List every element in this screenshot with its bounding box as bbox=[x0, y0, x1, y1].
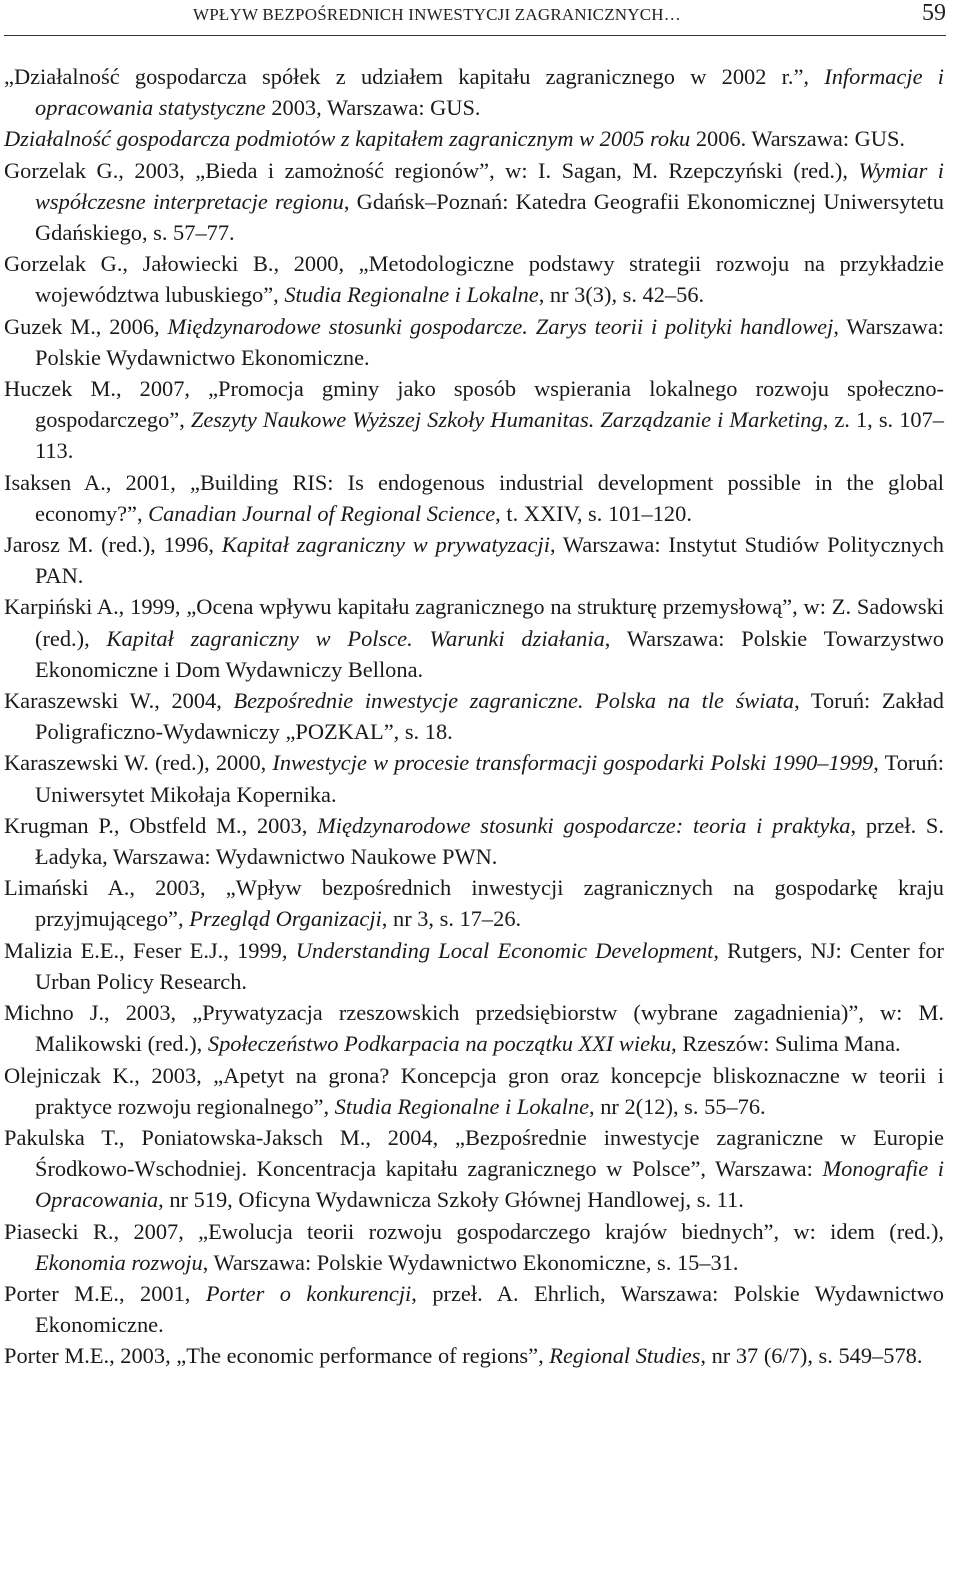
reference-text: Olejniczak K., 2003, „Apetyt na grona? Koncepcja gron oraz koncepcje bliskoznaczne w teorii i praktyce rozwoju regionalnego”, bbox=[4, 1062, 944, 1119]
reference-title: Monografie i Opracowania bbox=[35, 1156, 944, 1213]
reference-entry bbox=[4, 1060, 944, 1122]
reference-text: , z. 1, s. 107–113. bbox=[35, 407, 944, 464]
reference-title: Działalność gospodarcza podmiotów z kapitałem zagranicznym w 2005 roku bbox=[4, 126, 691, 152]
reference-title: Wymiar i współczesne interpretacje regionu bbox=[35, 157, 944, 214]
reference-entry bbox=[4, 155, 944, 249]
bibliography-list bbox=[4, 61, 944, 1372]
reference-title: Zeszyty Naukowe Wyższej Szkoły Humanitas. Zarządzanie i Marketing bbox=[190, 407, 823, 433]
reference-title: Informacje i opracowania statystyczne bbox=[35, 64, 945, 121]
reference-text: , nr 3, s. 17–26. bbox=[381, 906, 522, 932]
reference-text: Limański A., 2003, „Wpływ bezpośrednich inwestycji zagranicznych na gospodarkę kraju przyjmującego”, bbox=[4, 875, 944, 932]
reference-text: Michno J., 2003, „Prywatyzacja rzeszowskich przedsiębiorstw (wybrane zagadnienia)”, w: M. Malikowski (red.), bbox=[4, 1000, 944, 1057]
reference-title: Przegląd Organizacji bbox=[189, 906, 382, 932]
reference-text: Gorzelak G., 2003, „Bieda i zamożność regionów”, w: I. Sagan, M. Rzepczyński (red.), bbox=[4, 157, 859, 183]
reference-text: , nr 3(3), s. 42–56. bbox=[538, 282, 705, 308]
reference-title: Regional Studies bbox=[549, 1343, 701, 1369]
reference-title: Społeczeństwo Podkarpacia na początku XXI wieku bbox=[207, 1031, 672, 1057]
reference-entry bbox=[4, 747, 944, 809]
reference-entry bbox=[4, 61, 944, 123]
reference-entry bbox=[4, 997, 944, 1059]
reference-title: Studia Regionalne i Lokalne bbox=[334, 1093, 590, 1119]
header-rule bbox=[4, 35, 946, 36]
reference-text: Malizia E.E., Feser E.J., 1999, bbox=[4, 937, 296, 963]
reference-text: , Warszawa: Instytut Studiów Politycznych PAN. bbox=[35, 532, 944, 589]
reference-entry bbox=[4, 872, 944, 934]
reference-text: , nr 2(12), s. 55–76. bbox=[589, 1093, 766, 1119]
reference-text: , Toruń: Uniwersytet Mikołaja Kopernika. bbox=[35, 750, 944, 807]
reference-text: , Warszawa: Polskie Towarzystwo Ekonomiczne i Dom Wydawniczy Bellona. bbox=[35, 625, 944, 682]
reference-text: Guzek M., 2006, bbox=[4, 313, 168, 339]
reference-entry bbox=[4, 1340, 944, 1371]
page-header bbox=[0, 0, 960, 36]
reference-entry bbox=[4, 810, 944, 872]
reference-text: , Toruń: Zakład Poligraficzno-Wydawniczy „POZKAL”, s. 18. bbox=[35, 688, 945, 745]
reference-title: Ekonomia rozwoju bbox=[35, 1249, 203, 1275]
reference-text: 2006. Warszawa: GUS. bbox=[690, 126, 906, 152]
reference-text: , nr 519, Oficyna Wydawnicza Szkoły Głównej Handlowej, s. 11. bbox=[158, 1187, 744, 1213]
reference-text: Isaksen A., 2001, „Building RIS: Is endogenous industrial development possible in the global economy?”, bbox=[4, 469, 944, 526]
reference-text: Huczek M., 2007, „Promocja gminy jako sposób wspierania lokalnego rozwoju społeczno-gospodarczego”, bbox=[4, 376, 944, 433]
reference-entry bbox=[4, 1122, 944, 1216]
reference-text: , t. XXIV, s. 101–120. bbox=[495, 500, 692, 526]
reference-entry bbox=[4, 311, 944, 373]
page-number: 59 bbox=[922, 0, 946, 26]
reference-text: 2003, Warszawa: GUS. bbox=[265, 95, 481, 121]
reference-entry bbox=[4, 529, 944, 591]
reference-text: Krugman P., Obstfeld M., 2003, bbox=[4, 812, 318, 838]
reference-title: Międzynarodowe stosunki gospodarcze. Zarys teorii i polityki handlowej bbox=[167, 313, 834, 339]
reference-title: Międzynarodowe stosunki gospodarcze: teoria i praktyka bbox=[317, 812, 851, 838]
reference-title: Bezpośrednie inwestycje zagraniczne. Polska na tle świata bbox=[233, 688, 795, 714]
reference-text: Pakulska T., Poniatowska-Jaksch M., 2004, „Bezpośrednie inwestycje zagraniczne w Europie Środkowo-Wschodniej. Koncentracja kapitału zagranicznego w Polsce”, Warszawa: bbox=[4, 1124, 944, 1182]
reference-text: , Warszawa: Polskie Wydawnictwo Ekonomiczne. bbox=[35, 313, 945, 370]
reference-entry bbox=[4, 373, 944, 467]
reference-text: Jarosz M. (red.), 1996, bbox=[4, 532, 222, 558]
reference-text: Karpiński A., 1999, „Ocena wpływu kapitału zagranicznego na strukturę przemysłową”, w: Z. Sadowski (red.), bbox=[4, 594, 944, 651]
reference-entry bbox=[4, 685, 944, 747]
reference-text: Gorzelak G., Jałowiecki B., 2000, „Metodologiczne podstawy strategii rozwoju na przykładzie województwa lubuskiego”, bbox=[4, 251, 944, 308]
reference-entry bbox=[4, 935, 944, 997]
reference-entry bbox=[4, 1216, 944, 1278]
reference-title: Kapitał zagraniczny w prywatyzacji bbox=[221, 532, 550, 558]
reference-text: , Rzeszów: Sulima Mana. bbox=[671, 1031, 901, 1057]
reference-entry bbox=[4, 123, 944, 154]
reference-text: , nr 37 (6/7), s. 549–578. bbox=[700, 1343, 923, 1369]
reference-title: Kapitał zagraniczny w Polsce. Warunki działania bbox=[106, 625, 605, 651]
reference-text: , przeł. A. Ehrlich, Warszawa: Polskie Wydawnictwo Ekonomiczne. bbox=[35, 1280, 944, 1338]
reference-text: Karaszewski W. (red.), 2000, bbox=[4, 750, 273, 776]
reference-title: Inwestycje w procesie transformacji gospodarki Polski 1990–1999 bbox=[272, 750, 874, 776]
reference-text: , Gdańsk–Poznań: Katedra Geografii Ekonomicznej Uniwersytetu Gdańskiego, s. 57–77. bbox=[35, 188, 944, 246]
reference-title: Understanding Local Economic Development bbox=[295, 937, 714, 963]
reference-title: Canadian Journal of Regional Science bbox=[148, 500, 496, 526]
reference-text: Piasecki R., 2007, „Ewolucja teorii rozwoju gospodarczego krajów biednych”, w: idem (red.), bbox=[4, 1218, 944, 1244]
reference-entry bbox=[4, 467, 944, 529]
reference-title: Studia Regionalne i Lokalne bbox=[284, 282, 539, 308]
reference-text: Porter M.E., 2001, bbox=[4, 1280, 206, 1306]
reference-text: „Działalność gospodarcza spółek z udziałem kapitału zagranicznego w 2002 r.”, bbox=[4, 64, 825, 89]
reference-entry bbox=[4, 591, 944, 685]
reference-text: , Warszawa: Polskie Wydawnictwo Ekonomiczne, s. 15–31. bbox=[202, 1249, 739, 1275]
reference-text: Karaszewski W., 2004, bbox=[4, 688, 234, 714]
reference-text: , przeł. S. Ładyka, Warszawa: Wydawnictwo Naukowe PWN. bbox=[35, 812, 944, 870]
reference-text: , Rutgers, NJ: Center for Urban Policy Research. bbox=[35, 937, 944, 994]
reference-text: Porter M.E., 2003, „The economic performance of regions”, bbox=[4, 1343, 550, 1369]
reference-title: Porter o konkurencji bbox=[205, 1280, 412, 1306]
reference-entry bbox=[4, 1278, 944, 1340]
reference-entry bbox=[4, 248, 944, 310]
running-title: WPŁYW BEZPOŚREDNICH INWESTYCJI ZAGRANICZNYCH… bbox=[193, 5, 681, 24]
